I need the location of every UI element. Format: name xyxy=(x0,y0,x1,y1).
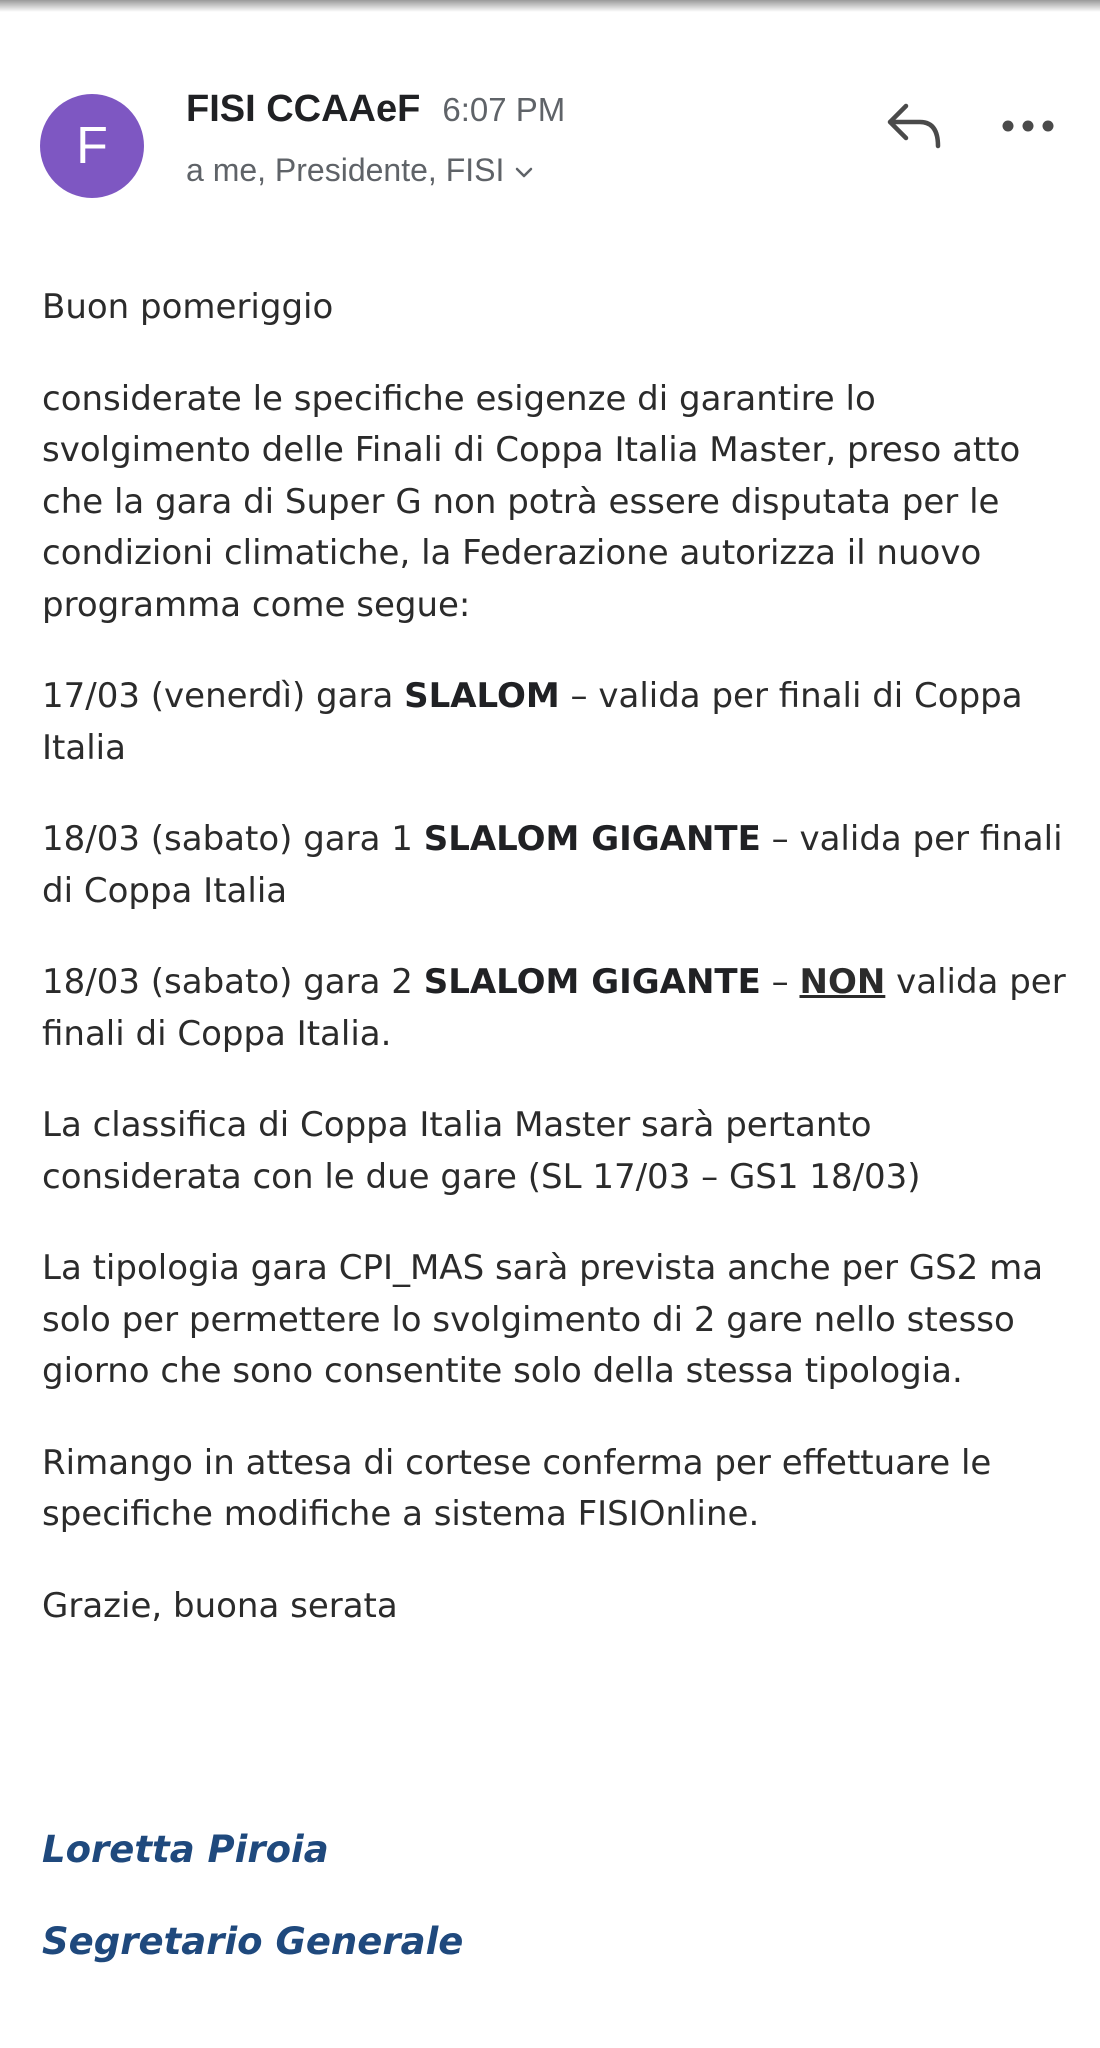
message-header xyxy=(0,0,1100,220)
sender-avatar[interactable]: F xyxy=(40,94,144,198)
recipients-label: a me, Presidente, FISI xyxy=(186,152,505,188)
signature-name: Loretta Piroia xyxy=(42,1828,329,1871)
chevron-down-icon xyxy=(514,151,534,188)
more-icon xyxy=(998,108,1058,144)
more-options-button[interactable] xyxy=(998,108,1058,144)
greeting: Buon pomeriggio xyxy=(42,287,334,327)
recipients-toggle[interactable] xyxy=(186,152,534,189)
typology-paragraph: La tipologia gara CPI_MAS sarà prevista anche per GS2 ma solo per permettere lo svolgimento di 2 gare nello stesso giorno che sono consentite solo della stessa tipologia. xyxy=(42,1248,1044,1391)
reply-icon xyxy=(884,100,944,154)
race-1: 17/03 (venerdì) gara SLALOM – valida per finali di Coppa Italia xyxy=(42,676,1023,768)
closing-line: Grazie, buona serata xyxy=(42,1585,398,1626)
race-2: 18/03 (sabato) gara 1 SLALOM GIGANTE – valida per finali di Coppa Italia xyxy=(42,819,1063,911)
race-3: 18/03 (sabato) gara 2 SLALOM GIGANTE – NON valida per finali di Coppa Italia. xyxy=(42,962,1066,1054)
sender-name[interactable]: FISI CCAAeF xyxy=(186,88,421,130)
reply-button[interactable] xyxy=(884,100,944,154)
message-body xyxy=(42,282,1072,1672)
request-paragraph: Rimango in attesa di cortese conferma per effettuare le specifiche modifiche a sistema FISIOnline. xyxy=(42,1442,992,1534)
sender-line xyxy=(186,88,565,131)
ranking-paragraph: La classifica di Coppa Italia Master sarà pertanto considerata con le due gare (SL 17/03 – GS1 18/03) xyxy=(42,1105,921,1197)
signature-role: Segretario Generale xyxy=(42,1920,464,1963)
intro-paragraph: considerate le specifiche esigenze di garantire lo svolgimento delle Finali di Coppa Italia Master, preso atto che la gara di Super G non potrà essere disputata per le condizioni climatiche, la Federazione autorizza il nuovo programma come segue: xyxy=(42,378,1021,625)
sent-time: 6:07 PM xyxy=(442,91,566,128)
